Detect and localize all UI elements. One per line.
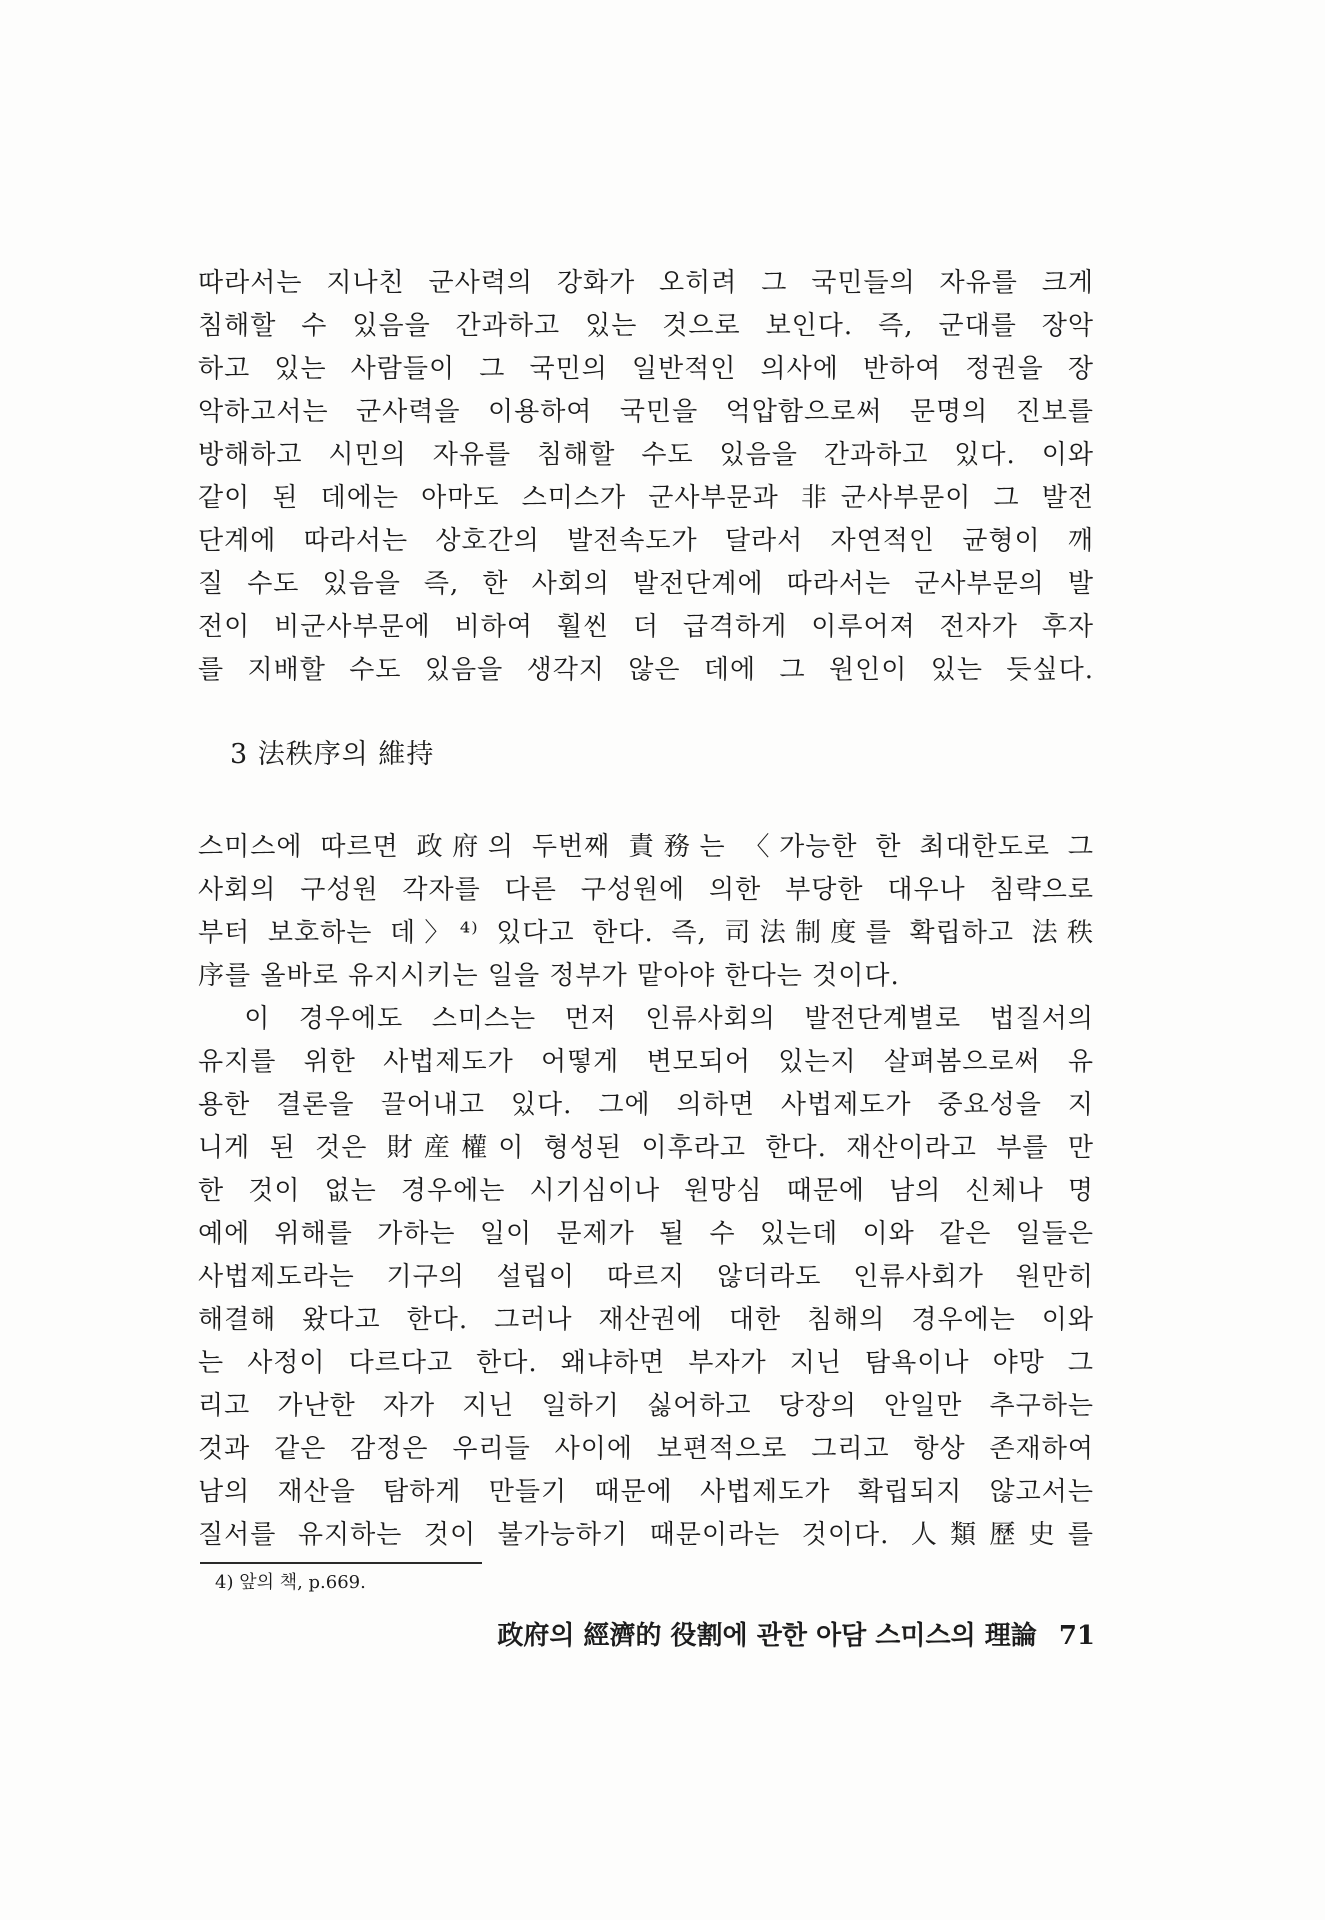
text-line: 부터 보호하는 데〉⁴⁾ 있다고 한다. 즉, 司法制度를 확립하고 法秩 [198, 918, 1094, 948]
text-line: 사법제도라는 기구의 설립이 따르지 않더라도 인류사회가 원만히 [198, 1262, 1094, 1292]
text-line: 序를 올바로 유지시키는 일을 정부가 맡아야 한다는 것이다. [198, 961, 900, 991]
paragraph-legal-order [198, 826, 1094, 1557]
text-line: 하고 있는 사람들이 그 국민의 일반적인 의사에 반하여 정권을 장 [198, 354, 1094, 384]
text-line: 사회의 구성원 각자를 다른 구성원에 의한 부당한 대우나 침략으로 [198, 875, 1094, 905]
text-line: 따라서는 지나친 군사력의 강화가 오히려 그 국민들의 자유를 크게 [198, 268, 1094, 298]
text-line: 침해할 수 있음을 간과하고 있는 것으로 보인다. 즉, 군대를 장악 [198, 311, 1094, 341]
text-line: 예에 위해를 가하는 일이 문제가 될 수 있는데 이와 같은 일들은 [198, 1219, 1094, 1249]
text-line: 전이 비군사부문에 비하여 훨씬 더 급격하게 이루어져 전자가 후자 [198, 612, 1094, 642]
text-line: 리고 가난한 자가 지닌 일하기 싫어하고 당장의 안일만 추구하는 [198, 1391, 1094, 1421]
text-line: 단계에 따라서는 상호간의 발전속도가 달라서 자연적인 균형이 깨 [198, 526, 1094, 556]
page-number: 71 [1058, 1621, 1095, 1651]
text-line: 질 수도 있음을 즉, 한 사회의 발전단계에 따라서는 군사부문의 발 [198, 569, 1094, 599]
paragraph-military [198, 262, 1094, 692]
text-line: 악하고서는 군사력을 이용하여 국민을 억압함으로써 문명의 진보를 [198, 397, 1094, 427]
running-footer [455, 1616, 1095, 1656]
section-heading: 3 法秩序의 維持 [230, 739, 435, 770]
text-line: 를 지배할 수도 있음을 생각지 않은 데에 그 원인이 있는 듯싶다. [198, 655, 1094, 685]
text-line: 것과 같은 감정은 우리들 사이에 보편적으로 그리고 항상 존재하여 [198, 1434, 1094, 1464]
text-line: 같이 된 데에는 아마도 스미스가 군사부문과 非군사부문이 그 발전 [198, 483, 1094, 513]
text-line: 해결해 왔다고 한다. 그러나 재산권에 대한 침해의 경우에는 이와 [198, 1305, 1094, 1335]
text-line: 한 것이 없는 경우에는 시기심이나 원망심 때문에 남의 신체나 명 [198, 1176, 1094, 1206]
text-line: 남의 재산을 탐하게 만들기 때문에 사법제도가 확립되지 않고서는 [198, 1477, 1094, 1507]
text-line: 이 경우에도 스미스는 먼저 인류사회의 발전단계별로 법질서의 [198, 1004, 1094, 1034]
text-line: 니게 된 것은 財産權이 형성된 이후라고 한다. 재산이라고 부를 만 [198, 1133, 1094, 1163]
text-line: 스미스에 따르면 政府의 두번째 責務는 〈가능한 한 최대한도로 그 [198, 832, 1094, 862]
text-line: 방해하고 시민의 자유를 침해할 수도 있음을 간과하고 있다. 이와 [198, 440, 1094, 470]
footer-title: 政府의 經濟的 役割에 관한 아담 스미스의 理論 [497, 1621, 1037, 1651]
text-line: 질서를 유지하는 것이 불가능하기 때문이라는 것이다. 人類歷史를 [198, 1520, 1094, 1550]
footnote-divider [200, 1562, 482, 1564]
text-line: 는 사정이 다르다고 한다. 왜냐하면 부자가 지닌 탐욕이나 야망 그 [198, 1348, 1094, 1378]
text-line: 유지를 위한 사법제도가 어떻게 변모되어 있는지 살펴봄으로써 유 [198, 1047, 1094, 1077]
footnote: 4) 앞의 책, p.669. [215, 1572, 366, 1593]
text-line: 용한 결론을 끌어내고 있다. 그에 의하면 사법제도가 중요성을 지 [198, 1090, 1094, 1120]
